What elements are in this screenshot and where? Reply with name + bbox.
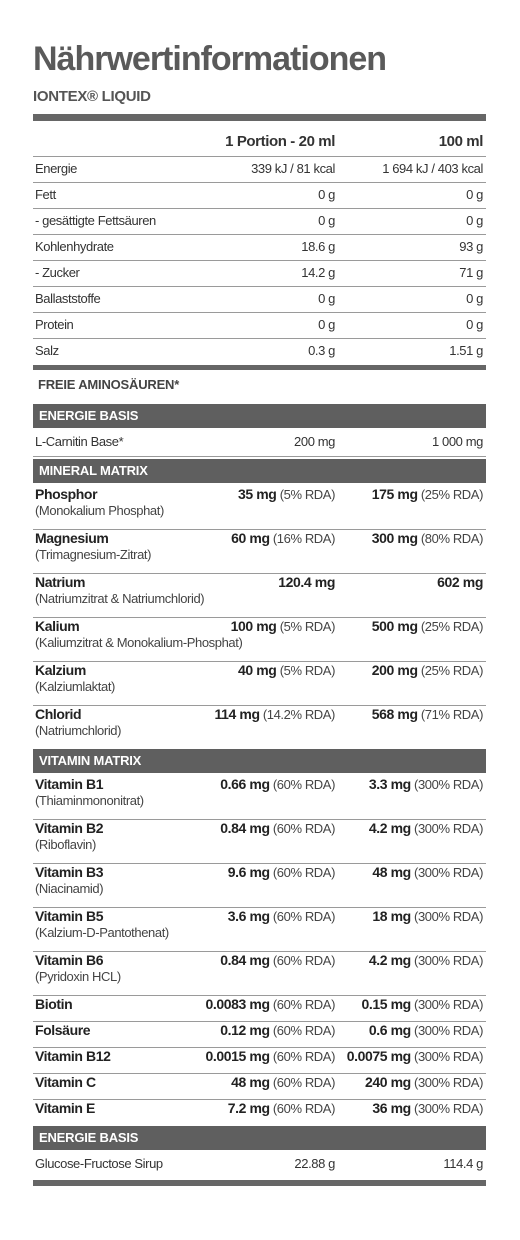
per100-value bbox=[361, 996, 483, 1012]
portion-value bbox=[220, 776, 335, 792]
per100-rda: (25% RDA) bbox=[420, 619, 483, 634]
page-title: Nährwertinformationen bbox=[33, 40, 387, 78]
per100-value bbox=[369, 952, 483, 968]
per100-value bbox=[372, 486, 483, 502]
per100-amount: 0.0075 mg bbox=[346, 1048, 411, 1064]
nutrient-name: Vitamin B2 bbox=[35, 820, 104, 836]
nutrient-name: Chlorid bbox=[35, 706, 82, 722]
nutrient-name: Folsäure bbox=[35, 1022, 91, 1038]
nutrient-source: (Natriumzitrat & Natriumchlorid) bbox=[35, 591, 205, 606]
section-heading: VITAMIN MATRIX bbox=[39, 753, 142, 768]
table-row bbox=[33, 819, 486, 864]
per100-value bbox=[437, 574, 483, 590]
per100-value bbox=[372, 706, 483, 722]
portion-rda: (14.2% RDA) bbox=[262, 707, 335, 722]
table-row bbox=[33, 705, 486, 749]
portion-value bbox=[231, 530, 335, 546]
portion-value: 14.2 g bbox=[301, 265, 335, 280]
per100-amount: 0.6 mg bbox=[368, 1022, 411, 1038]
per100-rda: (300% RDA) bbox=[414, 821, 483, 836]
nutrient-name: Vitamin B5 bbox=[35, 908, 104, 924]
nutrient-source: (Kalzium-D-Pantothenat) bbox=[35, 925, 169, 940]
portion-amount: 7.2 mg bbox=[227, 1100, 270, 1116]
nutrient-name: Magnesium bbox=[35, 530, 109, 546]
nutrient-name: Protein bbox=[35, 317, 74, 332]
per100-rda: (25% RDA) bbox=[420, 487, 483, 502]
table-row bbox=[33, 261, 486, 287]
table-row bbox=[33, 573, 486, 618]
nutrient-name: - Zucker bbox=[35, 265, 80, 280]
per100-rda: (300% RDA) bbox=[414, 953, 483, 968]
nutrient-name: - gesättigte Fettsäuren bbox=[35, 213, 156, 228]
portion-value bbox=[206, 1048, 335, 1064]
portion-amount: 3.6 mg bbox=[227, 908, 270, 924]
portion-amount: 0.66 mg bbox=[220, 776, 270, 792]
table-row bbox=[33, 183, 486, 209]
column-header-100ml: 100 ml bbox=[438, 133, 483, 150]
table-row bbox=[33, 863, 486, 908]
portion-rda: (60% RDA) bbox=[272, 821, 335, 836]
table-row bbox=[33, 485, 486, 530]
nutrient-name: Energie bbox=[35, 161, 78, 176]
table-row bbox=[33, 1099, 486, 1125]
portion-amount: 0.84 mg bbox=[220, 952, 270, 968]
portion-value: 18.6 g bbox=[301, 239, 335, 254]
portion-amount: 0.0015 mg bbox=[205, 1048, 270, 1064]
portion-rda: (60% RDA) bbox=[272, 997, 335, 1012]
bottom-rule bbox=[33, 1180, 486, 1186]
nutrient-name: L-Carnitin Base* bbox=[35, 434, 124, 449]
per100-rda: (25% RDA) bbox=[420, 663, 483, 678]
per100-value: 1 694 kJ / 403 kcal bbox=[382, 161, 483, 176]
portion-value bbox=[278, 574, 335, 590]
portion-amount: 114 mg bbox=[214, 706, 260, 722]
nutrient-name: Fett bbox=[35, 187, 56, 202]
portion-amount: 9.6 mg bbox=[227, 864, 270, 880]
portion-amount: 100 mg bbox=[230, 618, 277, 634]
portion-rda: (16% RDA) bbox=[272, 531, 335, 546]
per100-value: 0 g bbox=[466, 317, 483, 332]
per100-rda: (300% RDA) bbox=[414, 1023, 483, 1038]
table-row bbox=[33, 430, 486, 457]
per100-value: 1 000 mg bbox=[431, 434, 483, 449]
top-rule bbox=[33, 114, 486, 121]
nutrient-name: Natrium bbox=[35, 574, 86, 590]
per100-value bbox=[365, 1074, 483, 1090]
per100-rda: (300% RDA) bbox=[414, 777, 483, 792]
per100-rda: (300% RDA) bbox=[414, 909, 483, 924]
per100-value bbox=[369, 776, 483, 792]
nutrient-source: (Riboflavin) bbox=[35, 837, 96, 852]
per100-rda: (71% RDA) bbox=[420, 707, 483, 722]
per100-value bbox=[372, 908, 483, 924]
per100-value: 1.51 g bbox=[449, 343, 483, 358]
table-row bbox=[33, 235, 486, 261]
portion-amount: 0.12 mg bbox=[220, 1022, 270, 1038]
section-energie-basis-2 bbox=[33, 1126, 486, 1150]
portion-rda: (60% RDA) bbox=[272, 953, 335, 968]
nutrient-name: Vitamin C bbox=[35, 1074, 96, 1090]
portion-amount: 35 mg bbox=[238, 486, 277, 502]
table-row bbox=[33, 209, 486, 235]
portion-rda: (5% RDA) bbox=[279, 663, 335, 678]
per100-rda: (300% RDA) bbox=[414, 1101, 483, 1116]
column-header-portion: 1 Portion - 20 ml bbox=[225, 133, 335, 150]
per100-value: 71 g bbox=[459, 265, 483, 280]
nutrient-source: (Trimagnesium-Zitrat) bbox=[35, 547, 152, 562]
nutrient-name: Glucose-Fructose Sirup bbox=[35, 1156, 163, 1171]
per100-amount: 200 mg bbox=[371, 662, 418, 678]
portion-value bbox=[238, 486, 335, 502]
portion-rda: (60% RDA) bbox=[272, 1101, 335, 1116]
nutrient-name: Salz bbox=[35, 343, 59, 358]
table-row bbox=[33, 1021, 486, 1048]
per100-amount: 4.2 mg bbox=[368, 952, 411, 968]
table-row bbox=[33, 339, 486, 364]
per100-amount: 0.15 mg bbox=[361, 996, 411, 1012]
portion-value: 0 g bbox=[318, 317, 335, 332]
per100-value bbox=[372, 530, 483, 546]
per100-amount: 568 mg bbox=[371, 706, 418, 722]
section-heading: ENERGIE BASIS bbox=[39, 1130, 139, 1145]
portion-rda: (5% RDA) bbox=[279, 487, 335, 502]
portion-value: 0 g bbox=[318, 187, 335, 202]
column-header-row bbox=[33, 131, 486, 157]
free-amino-heading: FREIE AMINOSÄUREN* bbox=[38, 377, 180, 392]
nutrient-name: Vitamin E bbox=[35, 1100, 95, 1116]
table-row bbox=[33, 995, 486, 1022]
nutrient-source: (Natriumchlorid) bbox=[35, 723, 122, 738]
portion-value: 0.3 g bbox=[308, 343, 335, 358]
portion-value bbox=[220, 1022, 335, 1038]
nutrient-name: Biotin bbox=[35, 996, 73, 1012]
per100-value bbox=[372, 662, 483, 678]
nutrient-name: Kohlenhydrate bbox=[35, 239, 114, 254]
nutrient-name: Vitamin B6 bbox=[35, 952, 104, 968]
portion-value bbox=[231, 1074, 335, 1090]
table-row bbox=[33, 661, 486, 706]
per100-value bbox=[372, 618, 483, 634]
portion-value bbox=[231, 618, 335, 634]
per100-amount: 4.2 mg bbox=[368, 820, 411, 836]
per100-value bbox=[372, 864, 483, 880]
per100-amount: 36 mg bbox=[372, 1100, 411, 1116]
portion-amount: 0.84 mg bbox=[220, 820, 270, 836]
per100-amount: 300 mg bbox=[371, 530, 418, 546]
per100-amount: 240 mg bbox=[364, 1074, 411, 1090]
portion-value: 22.88 g bbox=[294, 1156, 335, 1171]
nutrient-source: (Niacinamid) bbox=[35, 881, 104, 896]
nutrient-name: Phosphor bbox=[35, 486, 98, 502]
portion-rda: (60% RDA) bbox=[272, 909, 335, 924]
per100-amount: 48 mg bbox=[372, 864, 411, 880]
per100-amount: 500 mg bbox=[371, 618, 418, 634]
portion-rda: (60% RDA) bbox=[272, 1049, 335, 1064]
portion-value: 200 mg bbox=[294, 434, 335, 449]
portion-rda: (60% RDA) bbox=[272, 865, 335, 880]
per100-rda: (300% RDA) bbox=[414, 997, 483, 1012]
table-row bbox=[33, 157, 486, 183]
nutrition-bottom-rule bbox=[33, 365, 486, 370]
portion-amount: 48 mg bbox=[231, 1074, 270, 1090]
per100-value bbox=[369, 1022, 483, 1038]
per100-value bbox=[372, 1100, 483, 1116]
portion-value bbox=[206, 996, 335, 1012]
nutrient-name: Vitamin B12 bbox=[35, 1048, 111, 1064]
nutrient-source: (Kaliumzitrat & Monokalium-Phosphat) bbox=[35, 635, 243, 650]
per100-rda: (80% RDA) bbox=[420, 531, 483, 546]
nutrient-source: (Thiaminmononitrat) bbox=[35, 793, 144, 808]
per100-amount: 175 mg bbox=[371, 486, 418, 502]
table-row bbox=[33, 617, 486, 662]
per100-value: 93 g bbox=[459, 239, 483, 254]
section-vitamin-matrix bbox=[33, 749, 486, 773]
portion-amount: 120.4 mg bbox=[278, 574, 335, 590]
per100-rda: (300% RDA) bbox=[414, 865, 483, 880]
per100-value: 114.4 g bbox=[443, 1156, 483, 1171]
table-row bbox=[33, 907, 486, 952]
table-row bbox=[33, 529, 486, 574]
portion-amount: 0.0083 mg bbox=[205, 996, 270, 1012]
nutrient-source: (Pyridoxin HCL) bbox=[35, 969, 121, 984]
per100-amount: 602 mg bbox=[437, 574, 483, 590]
per100-value: 0 g bbox=[466, 213, 483, 228]
portion-value bbox=[220, 820, 335, 836]
nutrient-source: (Monokalium Phosphat) bbox=[35, 503, 164, 518]
portion-value bbox=[215, 706, 335, 722]
table-row bbox=[33, 1073, 486, 1100]
portion-rda: (60% RDA) bbox=[272, 1075, 335, 1090]
per100-value: 0 g bbox=[466, 291, 483, 306]
table-row bbox=[33, 775, 486, 820]
portion-value bbox=[228, 908, 335, 924]
section-energie-basis-1 bbox=[33, 404, 486, 428]
portion-value bbox=[228, 1100, 335, 1116]
portion-amount: 40 mg bbox=[238, 662, 277, 678]
portion-value: 339 kJ / 81 kcal bbox=[251, 161, 335, 176]
nutrient-name: Ballaststoffe bbox=[35, 291, 101, 306]
per100-amount: 18 mg bbox=[372, 908, 411, 924]
table-row bbox=[33, 1047, 486, 1074]
table-row bbox=[33, 1152, 486, 1178]
product-name: IONTEX® LIQUID bbox=[33, 88, 151, 105]
nutrient-name: Kalium bbox=[35, 618, 80, 634]
portion-rda: (5% RDA) bbox=[279, 619, 335, 634]
nutrient-name: Vitamin B1 bbox=[35, 776, 104, 792]
nutrient-name: Kalzium bbox=[35, 662, 86, 678]
portion-value bbox=[238, 662, 335, 678]
per100-value: 0 g bbox=[466, 187, 483, 202]
nutrient-source: (Kalziumlaktat) bbox=[35, 679, 115, 694]
nutrient-name: Vitamin B3 bbox=[35, 864, 104, 880]
table-row bbox=[33, 951, 486, 996]
section-mineral-matrix bbox=[33, 459, 486, 483]
per100-value bbox=[347, 1048, 483, 1064]
portion-rda: (60% RDA) bbox=[272, 1023, 335, 1038]
portion-value bbox=[220, 952, 335, 968]
per100-value bbox=[369, 820, 483, 836]
portion-rda: (60% RDA) bbox=[272, 777, 335, 792]
per100-amount: 3.3 mg bbox=[368, 776, 411, 792]
portion-amount: 60 mg bbox=[231, 530, 270, 546]
section-heading: MINERAL MATRIX bbox=[39, 463, 148, 478]
per100-rda: (300% RDA) bbox=[414, 1049, 483, 1064]
table-row bbox=[33, 287, 486, 313]
portion-value: 0 g bbox=[318, 291, 335, 306]
portion-value: 0 g bbox=[318, 213, 335, 228]
portion-value bbox=[228, 864, 335, 880]
table-row bbox=[33, 313, 486, 339]
section-heading: ENERGIE BASIS bbox=[39, 408, 139, 423]
per100-rda: (300% RDA) bbox=[414, 1075, 483, 1090]
